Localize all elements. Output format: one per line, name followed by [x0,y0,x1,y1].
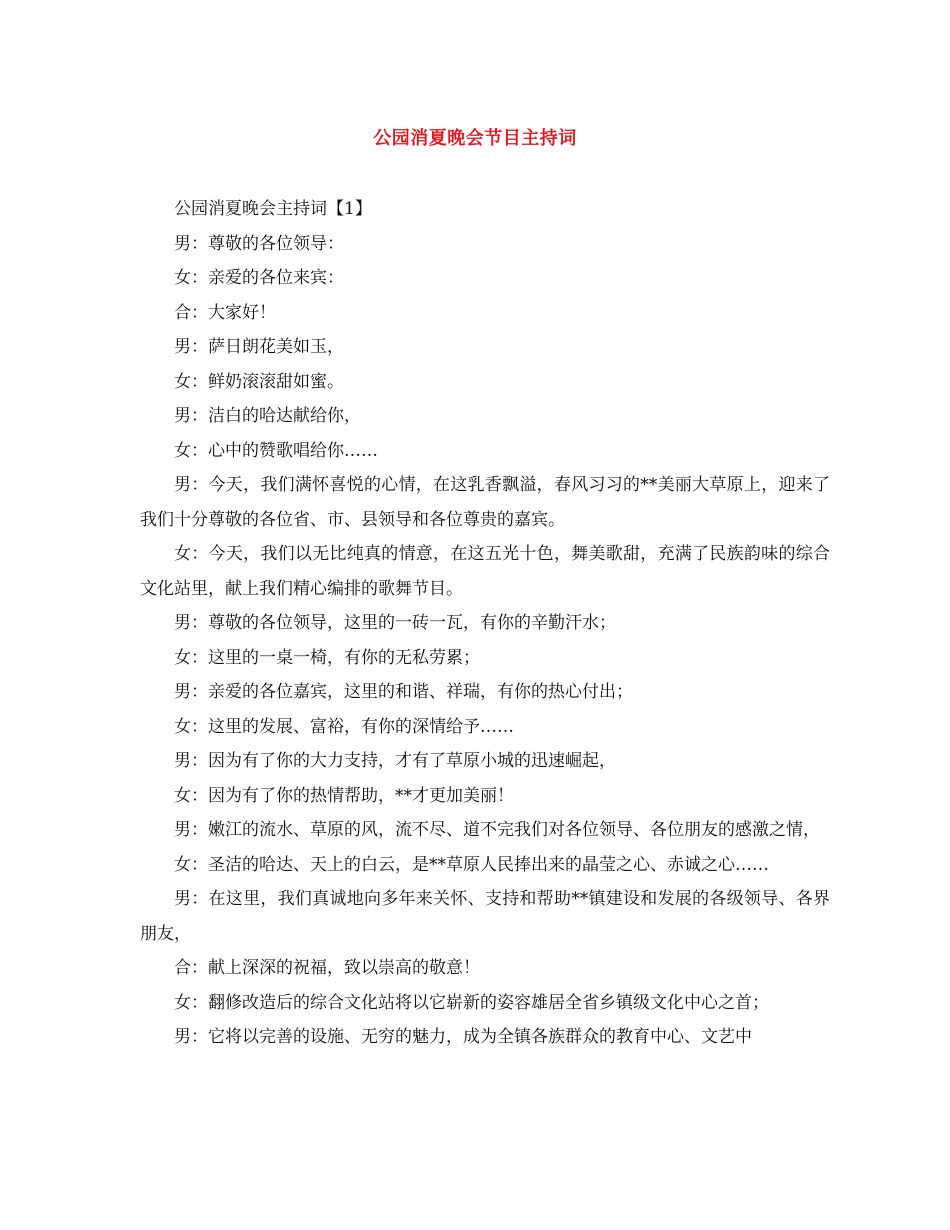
paragraph: 男：萨日朗花美如玉， [174,337,344,357]
paragraph: 女：这里的发展、富裕，有你的深情给予…… [174,716,514,737]
paragraph: 男：嫩江的流水、草原的风，流不尽、道不完我们对各位领导、各位朋友的感激之情， [174,820,820,840]
paragraph: 女：鲜奶滚滚甜如蜜。 [174,371,344,392]
paragraph: 女：心中的赞歌唱给你…… [174,440,378,461]
paragraph: 男：洁白的哈达献给你， [174,406,361,426]
document-body [140,192,830,1055]
paragraph: 女：这里的一桌一椅，有你的无私劳累； [174,647,480,668]
paragraph: 女：圣洁的哈达、天上的白云，是**草原人民捧出来的晶莹之心、赤诚之心…… [174,854,769,875]
paragraph: 男：因为有了你的大力支持，才有了草原小城的迅速崛起， [174,751,616,771]
paragraph: 男：在这里，我们真诚地向多年来关怀、支持和帮助**镇建设和发展的各级领导、各界朋友， [140,889,830,944]
paragraph: 男：今天，我们满怀喜悦的心情，在这乳香飘溢，春风习习的**美丽大草原上，迎来了我们十分尊敬的各位省、市、县领导和各位尊贵的嘉宾。 [140,475,830,530]
paragraph: 女：今天，我们以无比纯真的情意，在这五光十色，舞美歌甜，充满了民族韵味的综合文化站里，献上我们精心编排的歌舞节目。 [140,544,830,599]
paragraph: 男：它将以完善的设施、无穷的魅力，成为全镇各族群众的教育中心、文艺中 [174,1027,752,1047]
paragraph: 合：大家好！ [174,302,276,323]
paragraph: 公园消夏晚会主持词【1】 [174,199,372,219]
paragraph: 合：献上深深的祝福，致以崇高的敬意！ [174,958,480,978]
paragraph: 女：因为有了你的热情帮助，**才更加美丽！ [174,785,514,806]
paragraph: 男：尊敬的各位领导，这里的一砖一瓦，有你的辛勤汗水； [174,613,616,633]
paragraph: 女：翻修改造后的综合文化站将以它崭新的姿容雄居全省乡镇级文化中心之首； [174,992,769,1013]
paragraph: 男：尊敬的各位领导： [174,233,344,254]
document-title: 公园消夏晚会节目主持词 [373,128,577,149]
paragraph: 女：亲爱的各位来宾： [174,268,344,288]
paragraph: 男：亲爱的各位嘉宾，这里的和谐、祥瑞，有你的热心付出； [174,682,633,702]
